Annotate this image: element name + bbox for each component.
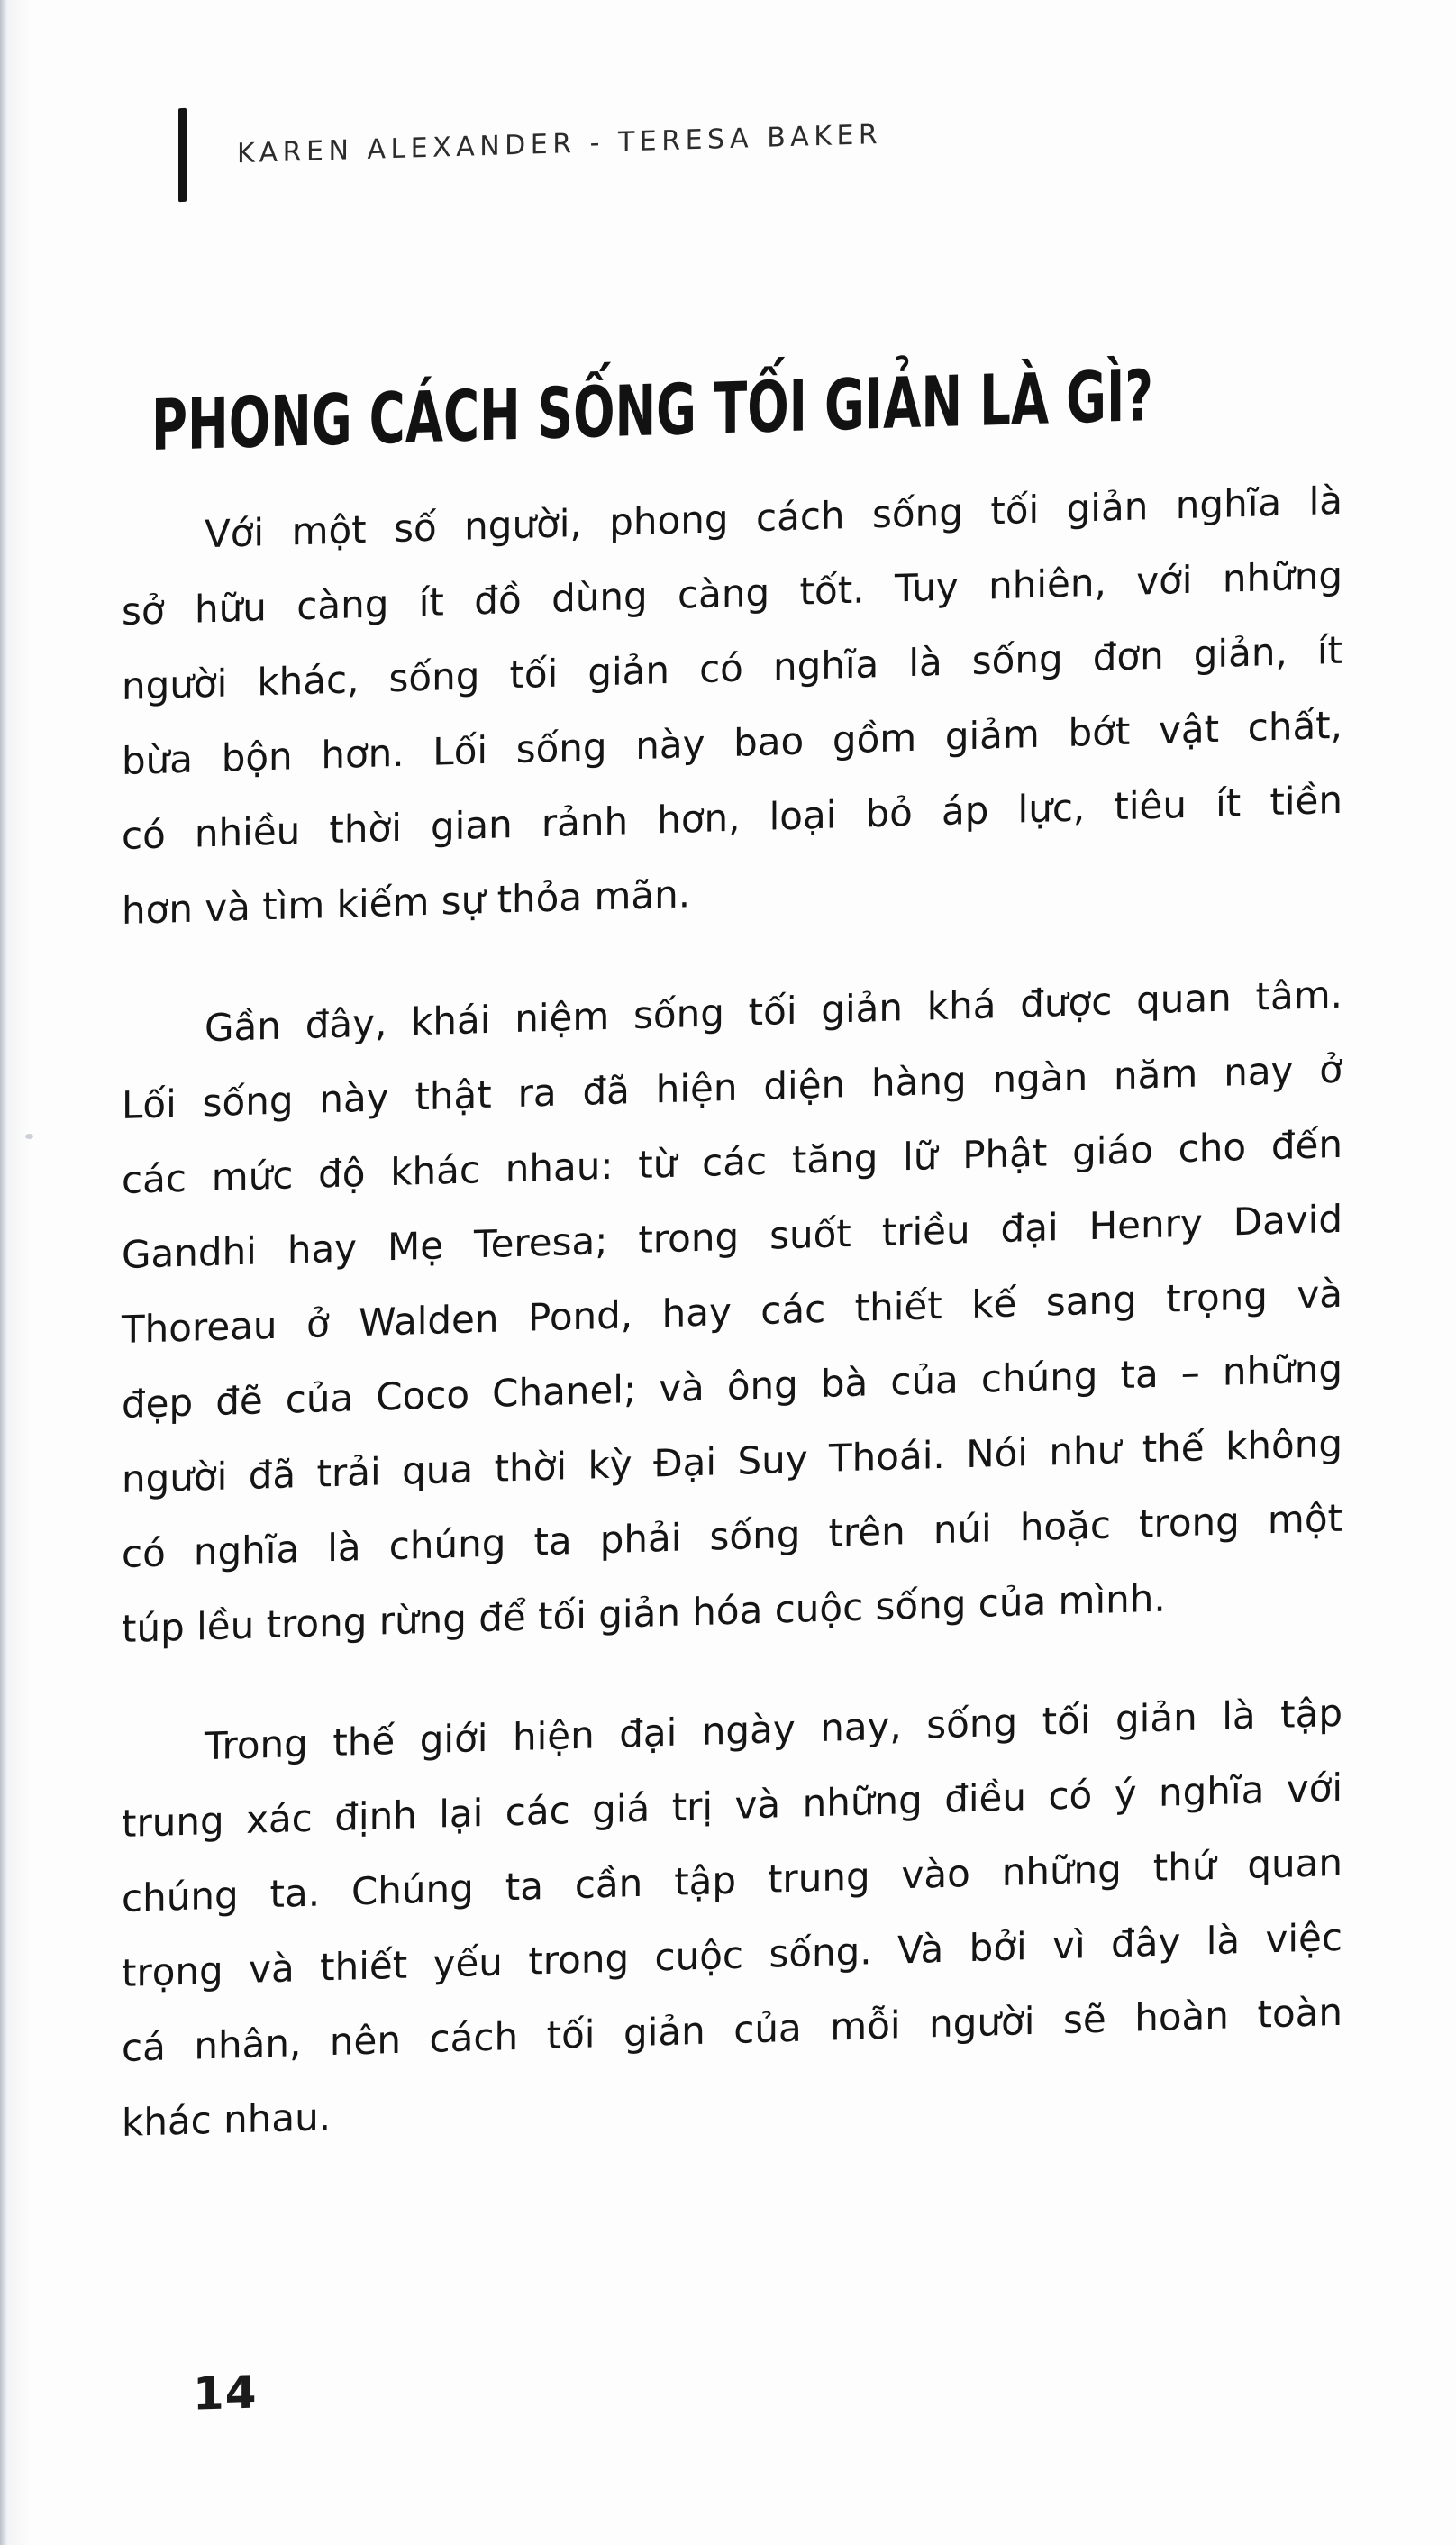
text-line: đẹp đẽ của Coco Chanel; và ông bà của chúng ta – những — [122, 1345, 1342, 1427]
text-line: Thoreau ở Walden Pond, hay các thiết kế sang trọng và — [122, 1271, 1342, 1352]
text-line: Lối sống này thật ra đã hiện diện hàng ngàn năm nay ở — [122, 1046, 1342, 1127]
text-line: túp lều trong rừng để tối giản hóa cuộc sống của mình. — [122, 1575, 1166, 1651]
paragraph — [122, 1675, 1342, 2160]
text-line: trung xác định lại các giá trị và những điều có ý nghĩa với — [122, 1765, 1342, 1846]
text-line: Gần đây, khái niệm sống tối giản khá được quan tâm. — [205, 971, 1342, 1051]
text-line: chúng ta. Chúng ta cần tập trung vào những thứ quan — [122, 1839, 1342, 1920]
text-line: có nhiều thời gian rảnh hơn, loại bỏ áp lực, tiêu ít tiền — [122, 777, 1342, 858]
paragraph — [122, 957, 1342, 1666]
running-header — [178, 87, 882, 202]
chapter-title: PHONG CÁCH SỐNG TỐI GIẢN LÀ GÌ? — [151, 356, 1153, 468]
text-line: các mức độ khác nhau: từ các tăng lữ Phật giáo cho đến — [122, 1121, 1342, 1202]
text-line: Trong thế giới hiện đại ngày nay, sống tối giản là tập — [205, 1690, 1342, 1769]
text-line: khác nhau. — [122, 2094, 332, 2145]
text-line: hơn và tìm kiếm sự thỏa mãn. — [122, 871, 691, 933]
paragraph — [122, 463, 1342, 948]
body-text — [122, 463, 1342, 2205]
text-line: người đã trải qua thời kỳ Đại Suy Thoái. Nói như thế không — [122, 1420, 1342, 1501]
text-line: người khác, sống tối giản có nghĩa là sống đơn giản, ít — [122, 627, 1342, 708]
text-line: cá nhân, nên cách tối giản của mỗi người sẽ hoàn toàn — [122, 1989, 1342, 2070]
text-line: bừa bộn hơn. Lối sống này bao gồm giảm bớt vật chất, — [122, 702, 1342, 783]
header-rule — [178, 108, 187, 202]
page-number: 14 — [193, 2366, 258, 2421]
text-line: Với một số người, phong cách sống tối giản nghĩa là — [205, 478, 1342, 557]
text-line: trọng và thiết yếu trong cuộc sống. Và bởi vì đây là việc — [122, 1914, 1342, 1995]
text-line: Gandhi hay Mẹ Teresa; trong suốt triều đại Henry David — [122, 1196, 1342, 1277]
author-names: KAREN ALEXANDER - TERESA BAKER — [237, 118, 883, 169]
text-line: sở hữu càng ít đồ dùng càng tốt. Tuy nhiên, với những — [122, 552, 1342, 634]
text-line: có nghĩa là chúng ta phải sống trên núi hoặc trong một — [122, 1495, 1342, 1576]
